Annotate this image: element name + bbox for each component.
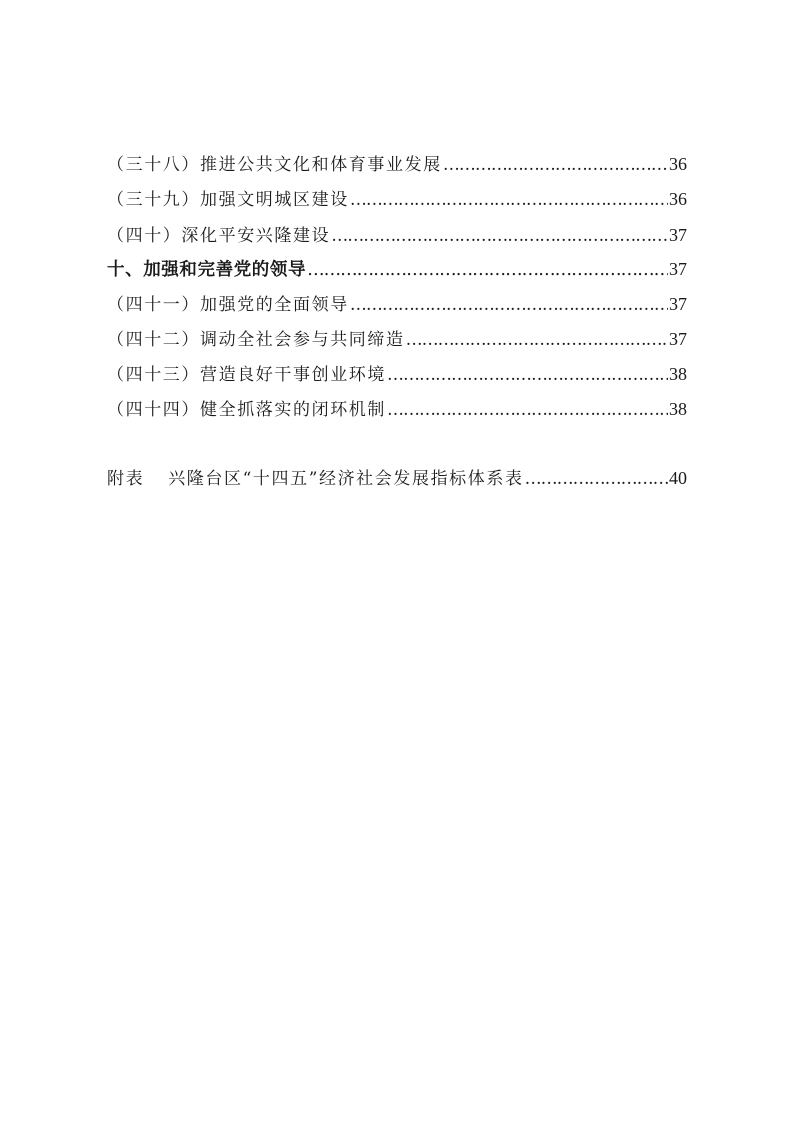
toc-page-number: 40 [669, 468, 687, 488]
toc-entry-title: （四十）深化平安兴隆建设 [107, 226, 331, 246]
toc-entry-39[interactable] [107, 187, 687, 211]
toc-entry-title: （三十八）推进公共文化和体育事业发展 [107, 155, 442, 175]
toc-page-number: 37 [669, 225, 687, 245]
toc-page-number: 37 [669, 329, 687, 349]
toc-entry-42[interactable] [107, 327, 687, 351]
toc-leader-dots [350, 188, 668, 212]
toc-entry-title: （四十二）调动全社会参与共同缔造 [107, 330, 405, 350]
toc-appendix-title: 兴隆台区“十四五”经济社会发展指标体系表 [168, 469, 524, 489]
toc-entry-title: （四十三）营造良好干事创业环境 [107, 365, 386, 385]
toc-page-number: 37 [669, 259, 687, 279]
toc-leader-dots [406, 328, 668, 352]
toc-leader-dots [525, 467, 668, 491]
toc-leader-dots [331, 224, 668, 248]
toc-chapter-title: 十、加强和完善党的领导 [107, 260, 307, 280]
toc-appendix-label: 附表 [107, 469, 145, 489]
toc-page-number: 36 [669, 154, 687, 174]
toc-appendix-title-group [107, 467, 524, 491]
toc-entry-title: （四十一）加强党的全面领导 [107, 295, 349, 315]
toc-entry-43[interactable] [107, 362, 687, 386]
toc-appendix-entry[interactable] [107, 466, 687, 490]
toc-leader-dots [387, 398, 668, 422]
toc-page-number: 37 [669, 294, 687, 314]
toc-leader-dots [443, 153, 668, 177]
toc-entry-38[interactable] [107, 152, 687, 176]
toc-entry-41[interactable] [107, 292, 687, 316]
toc-entry-40[interactable] [107, 223, 687, 247]
toc-page-number: 36 [669, 189, 687, 209]
toc-entry-title: （四十四）健全抓落实的闭环机制 [107, 400, 386, 420]
toc-entry-44[interactable] [107, 397, 687, 421]
toc-page-number: 38 [669, 364, 687, 384]
toc-chapter-10[interactable] [107, 257, 687, 281]
toc-entry-title: （三十九）加强文明城区建设 [107, 190, 349, 210]
toc-page-number: 38 [669, 399, 687, 419]
toc-leader-dots [307, 258, 668, 282]
toc-leader-dots [387, 363, 668, 387]
toc-leader-dots [350, 293, 668, 317]
